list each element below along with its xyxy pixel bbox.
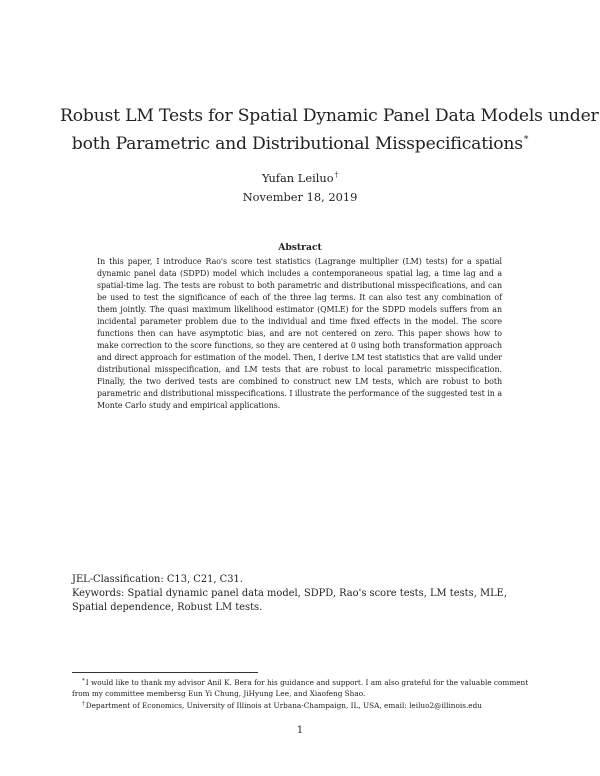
- footnote-mark: *: [82, 678, 85, 684]
- title-footnote-mark: *: [523, 135, 529, 145]
- abstract-body: In this paper, I introduce Rao's score test statistics (Lagrange multiplier (LM) tests) for a spatial dynamic panel data (SDPD) model which includes a contemporaneous spatial lag, a time lag and a spatial-time lag. The tests are robust to both parametric and distributional misspecifications, and can be used to test the significance of each of the three lag terms. It can also test any combination of them jointly. The quasi maximum likelihood estimator (QMLE) for the SDPD models suffers from an incidental parameter problem due to the individual and time fixed effects in the model. The score functions then can have asymptotic bias, and are not centered on zero. This paper shows how to make correction to the score functions, so they are centered at 0 using both transformation approach and direct approach for estimation of the model. Then, I derive LM test statistics that are valid under distributional misspecification, and LM tests that are robust to local parametric misspecification. Finally, the two derived tests are combined to construct new LM tests, which are robust to both parametric and distributional misspecifications. I illustrate the performance of the suggested test in a Monte Carlo study and empirical applications.: [97, 257, 502, 410]
- footnote-affiliation: [72, 699, 532, 711]
- footnote-acknowledgement: [72, 676, 532, 699]
- title-line-2: [60, 128, 540, 156]
- footnote-text: I would like to thank my advisor Anil K. Bera for his guidance and support. I am also grateful for the valuable comment from my committee membersg Eun Yi Chung, JiHyung Lee, and Xiaofeng Shao.: [72, 678, 529, 698]
- author-text: Yufan Leiluo: [261, 171, 334, 185]
- jel-classification: JEL-Classification: C13, C21, C31.: [72, 574, 243, 585]
- author-name: [0, 168, 600, 185]
- title-line-1: Robust LM Tests for Spatial Dynamic Panel Data Models under: [60, 106, 599, 126]
- abstract-heading: Abstract: [278, 242, 322, 253]
- footnote-text: Department of Economics, University of Illinois at Urbana-Champaign, IL, USA, email: leiluo2@illinois.edu: [85, 701, 482, 710]
- paper-title: [60, 104, 599, 156]
- footnotes: [72, 676, 532, 711]
- footnote-divider: [72, 672, 258, 673]
- author-footnote-mark: †: [334, 171, 339, 179]
- paper-date: November 18, 2019: [242, 190, 358, 204]
- footnote-mark: †: [82, 701, 85, 707]
- title-line-2-text: both Parametric and Distributional Misspecifications: [71, 134, 523, 154]
- page-number: 1: [296, 725, 304, 736]
- keywords: Keywords: Spatial dynamic panel data model, SDPD, Rao's score tests, LM tests, MLE, Spatial dependence, Robust LM tests.: [72, 588, 508, 613]
